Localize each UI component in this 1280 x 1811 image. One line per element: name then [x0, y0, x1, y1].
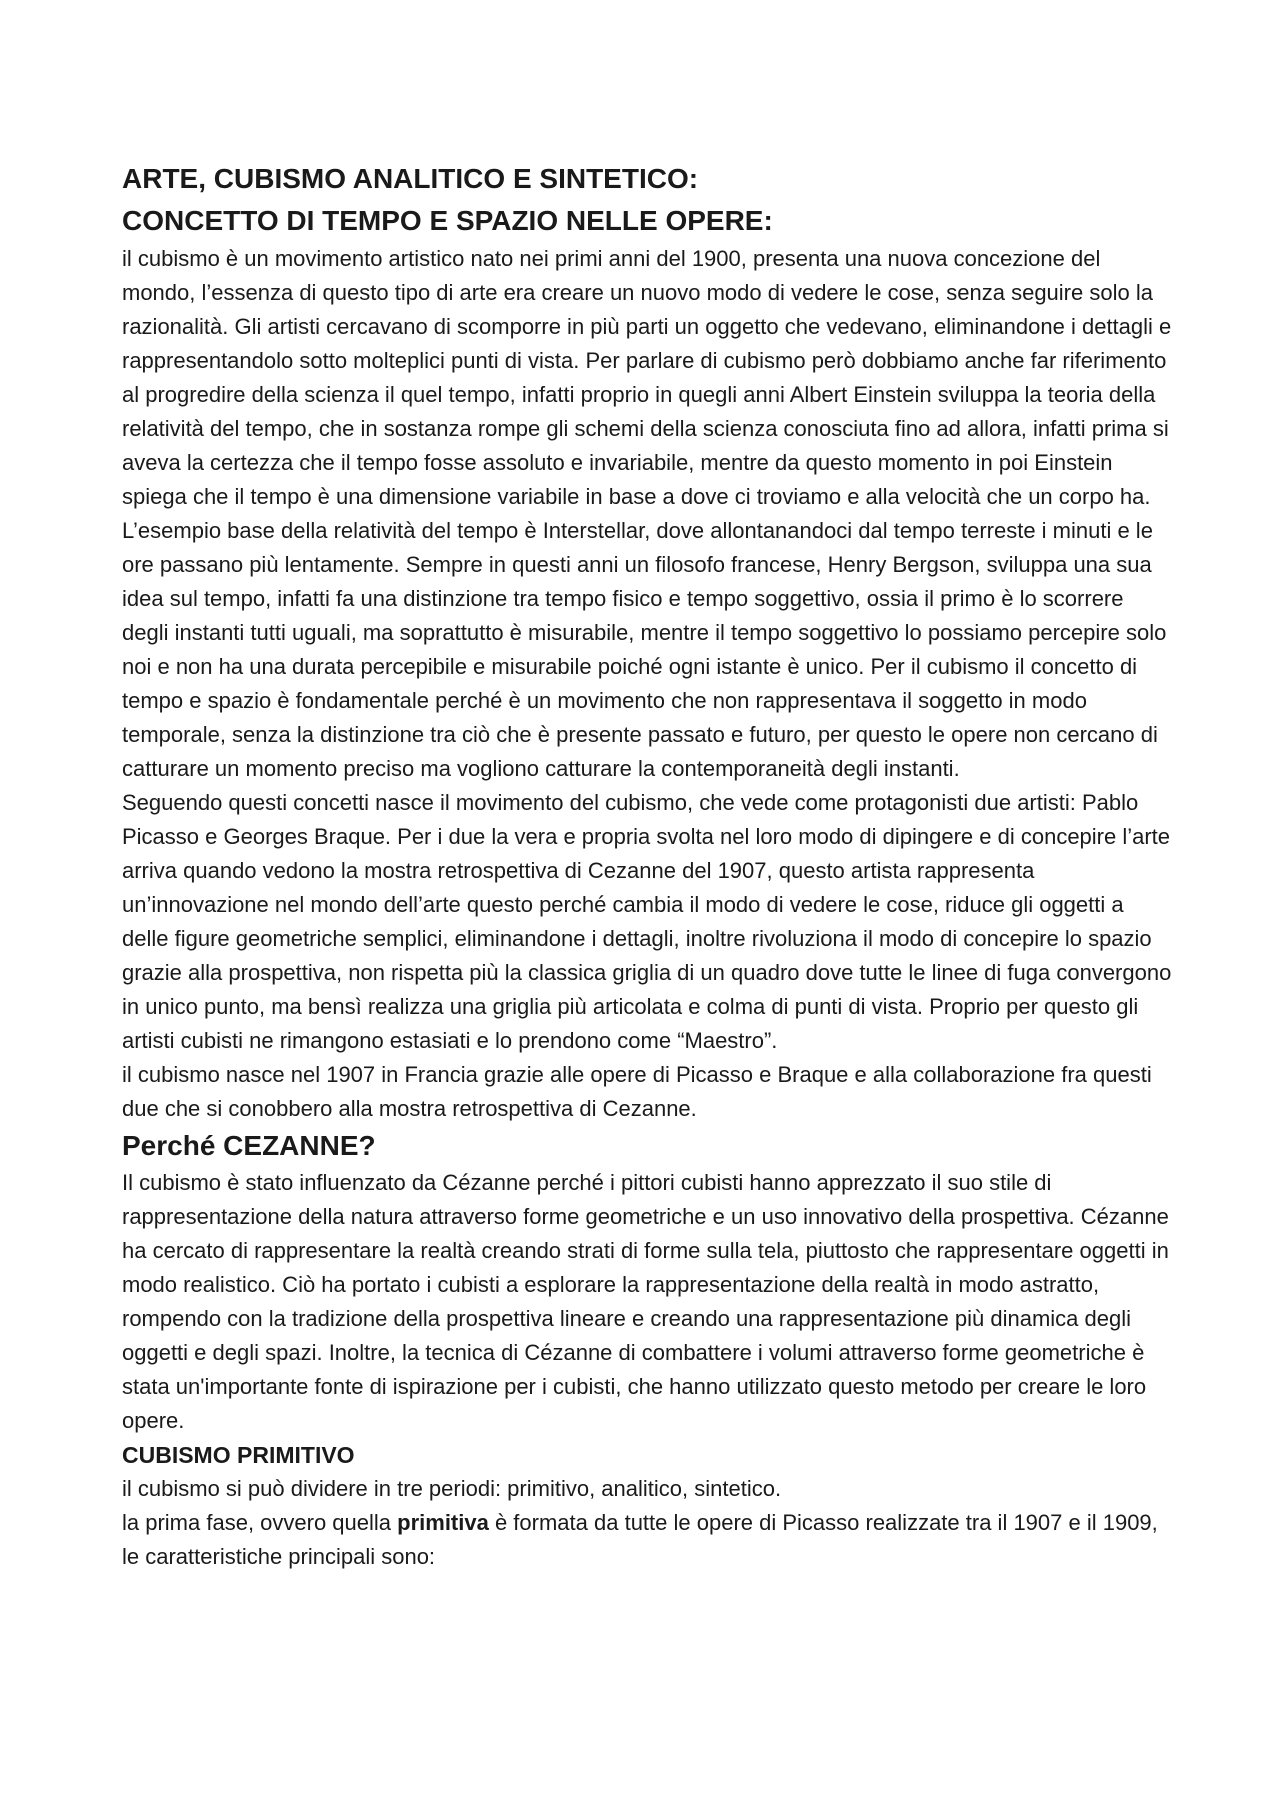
paragraph-prima-fase [122, 1506, 1172, 1574]
paragraph-three-periods: il cubismo si può dividere in tre periodi: primitivo, analitico, sintetico. [122, 1476, 782, 1501]
prima-fase-text-end: è formata da tutte le opere di Picasso realizzate tra il 1907 e il 1909, le caratteristiche principali sono: [122, 1510, 1158, 1569]
document-title-line-2: CONCETTO DI TEMPO E SPAZIO NELLE OPERE: [122, 205, 773, 236]
heading-perche-cezanne: Perché CEZANNE? [122, 1130, 376, 1161]
document-body [122, 158, 1172, 1574]
paragraph-picasso-braque: Seguendo questi concetti nasce il movimento del cubismo, che vede come protagonisti due artisti: Pablo Picasso e Georges Braque. Per i due la vera e propria svolta nel loro modo di dipingere e di concepire l’arte arriva quando vedono la mostra retrospettiva di Cezanne del 1907, questo artista rappresenta un’innovazione nel mondo dell’arte questo perché cambia il modo di vedere le cose, riduce gli oggetti a delle figure geometriche semplici, eliminandone i dettagli, inoltre rivoluziona il modo di concepire lo spazio grazie alla prospettiva, non rispetta più la classica griglia di un quadro dove tutte le linee di fuga convergono in unico punto, ma bensì realizza una griglia più articolata e colma di punti di vista. Proprio per questo gli artisti cubisti ne rimangono estasiati e lo prendono come “Maestro”. [122, 790, 1172, 1053]
prima-fase-text-start: la prima fase, ovvero quella [122, 1510, 398, 1535]
prima-fase-bold-term: primitiva [397, 1510, 489, 1535]
intro-paragraph: il cubismo è un movimento artistico nato nei primi anni del 1900, presenta una nuova concezione del mondo, l’essenza di questo tipo di arte era creare un nuovo modo di vedere le cose, senza seguire solo la razionalità. Gli artisti cercavano di scomporre in più parti un oggetto che vedevano, eliminandone i dettagli e rappresentandolo sotto molteplici punti di vista. Per parlare di cubismo però dobbiamo anche far riferimento al progredire della scienza il quel tempo, infatti proprio in quegli anni Albert Einstein sviluppa la teoria della relatività del tempo, che in sostanza rompe gli schemi della scienza conosciuta fino ad allora, infatti prima si aveva la certezza che il tempo fosse assoluto e invariabile, mentre da questo momento in poi Einstein spiega che il tempo è una dimensione variabile in base a dove ci troviamo e alla velocità che un corpo ha. L’esempio base della relatività del tempo è Interstellar, dove allontanandoci dal tempo terreste i minuti e le ore passano più lentamente. Sempre in questi anni un filosofo francese, Henry Bergson, sviluppa una sua idea sul tempo, infatti fa una distinzione tra tempo fisico e tempo soggettivo, ossia il primo è lo scorrere degli instanti tutti uguali, ma soprattutto è misurabile, mentre il tempo soggettivo lo possiamo percepire solo noi e non ha una durata percepibile e misurabile poiché ogni istante è unico. Per il cubismo il concetto di tempo e spazio è fondamentale perché è un movimento che non rappresentava il soggetto in modo temporale, senza la distinzione tra ciò che è presente passato e futuro, per questo le opere non cercano di catturare un momento preciso ma vogliono catturare la contemporaneità degli instanti. [122, 246, 1172, 781]
paragraph-cezanne: Il cubismo è stato influenzato da Cézanne perché i pittori cubisti hanno apprezzato il suo stile di rappresentazione della natura attraverso forme geometriche e un uso innovativo della prospettiva. Cézanne ha cercato di rappresentare la realtà creando strati di forme sulla tela, piuttosto che rappresentare oggetti in modo realistico. Ciò ha portato i cubisti a esplorare la rappresentazione della realtà in modo astratto, rompendo con la tradizione della prospettiva lineare e creando una rappresentazione più dinamica degli oggetti e degli spazi. Inoltre, la tecnica di Cézanne di combattere i volumi attraverso forme geometriche è stata un'importante fonte di ispirazione per i cubisti, che hanno utilizzato questo metodo per creare le loro opere. [122, 1170, 1169, 1433]
paragraph-origin: il cubismo nasce nel 1907 in Francia grazie alle opere di Picasso e Braque e alla collaborazione fra questi due che si conobbero alla mostra retrospettiva di Cezanne. [122, 1062, 1152, 1121]
document-title-line-1: ARTE, CUBISMO ANALITICO E SINTETICO: [122, 163, 699, 194]
heading-cubismo-primitivo: CUBISMO PRIMITIVO [122, 1442, 355, 1468]
